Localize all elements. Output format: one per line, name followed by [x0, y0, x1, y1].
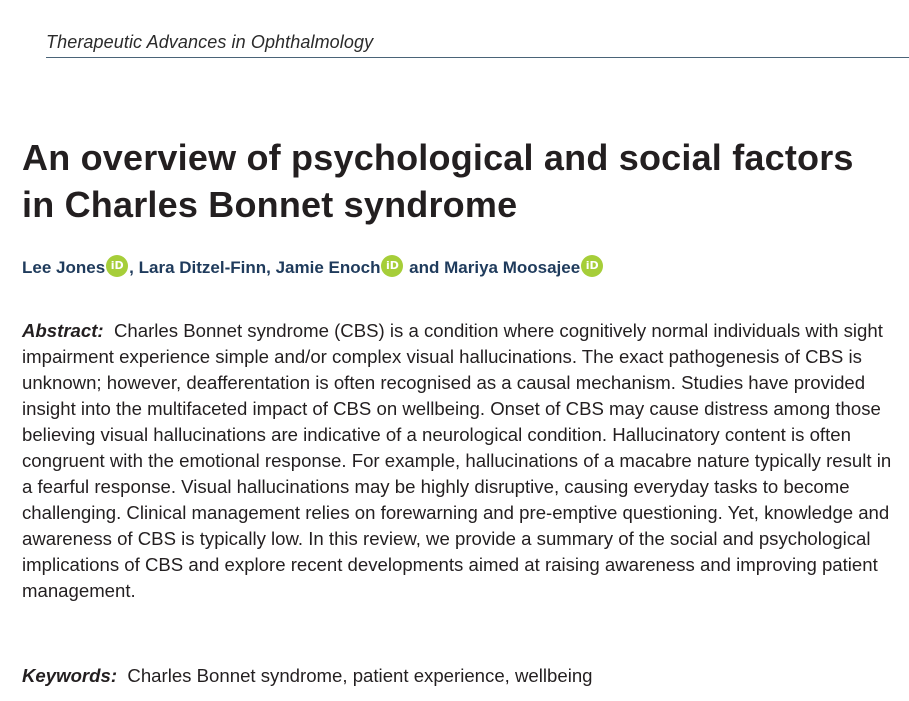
abstract-label: Abstract:	[22, 320, 104, 341]
keywords	[22, 663, 894, 689]
author-name[interactable]: Lara Ditzel-Finn	[138, 258, 267, 277]
author-list	[22, 255, 892, 281]
keywords-text: Charles Bonnet syndrome, patient experience, wellbeing	[127, 665, 593, 686]
orcid-icon[interactable]: iD	[106, 255, 128, 277]
orcid-icon[interactable]: iD	[381, 255, 403, 277]
abstract-text: Charles Bonnet syndrome (CBS) is a condition where cognitively normal individuals with sight impairment experience simple and/or complex visual hallucinations. The exact pathogenesis of CBS is unknown; however, deafferentation is often recognised as a causal mechanism. Studies have provided insight into the multifaceted impact of CBS on wellbeing. Onset of CBS may cause distress among those believing visual hallucinations are indicative of a neurological condition. Hallucinatory content is often congruent with the emotional response. For example, hallucinations of a macabre nature typically result in a fearful response. Visual hallucinations may be highly disruptive, causing everyday tasks to become challenging. Clinical management relies on forewarning and pre-emptive questioning. Yet, knowledge and awareness of CBS is typically low. In this review, we provide a summary of the social and psychological implications of CBS and explore recent developments aimed at raising awareness and improving patient management.	[22, 320, 892, 601]
author-separator: ,	[129, 258, 139, 277]
article-title: An overview of psychological and social factors in Charles Bonnet syndrome	[22, 137, 854, 225]
author-name[interactable]: Lee Jones	[22, 258, 106, 277]
keywords-label: Keywords:	[22, 665, 118, 686]
journal-header	[46, 30, 909, 58]
abstract	[22, 318, 894, 604]
author-name[interactable]: Jamie Enoch	[275, 258, 381, 277]
journal-name: Therapeutic Advances in Ophthalmology	[46, 32, 374, 52]
author-name[interactable]: Mariya Moosajee	[444, 258, 581, 277]
orcid-icon[interactable]: iD	[581, 255, 603, 277]
author-separator: ,	[266, 258, 276, 277]
author-conjunction: and	[404, 258, 445, 277]
